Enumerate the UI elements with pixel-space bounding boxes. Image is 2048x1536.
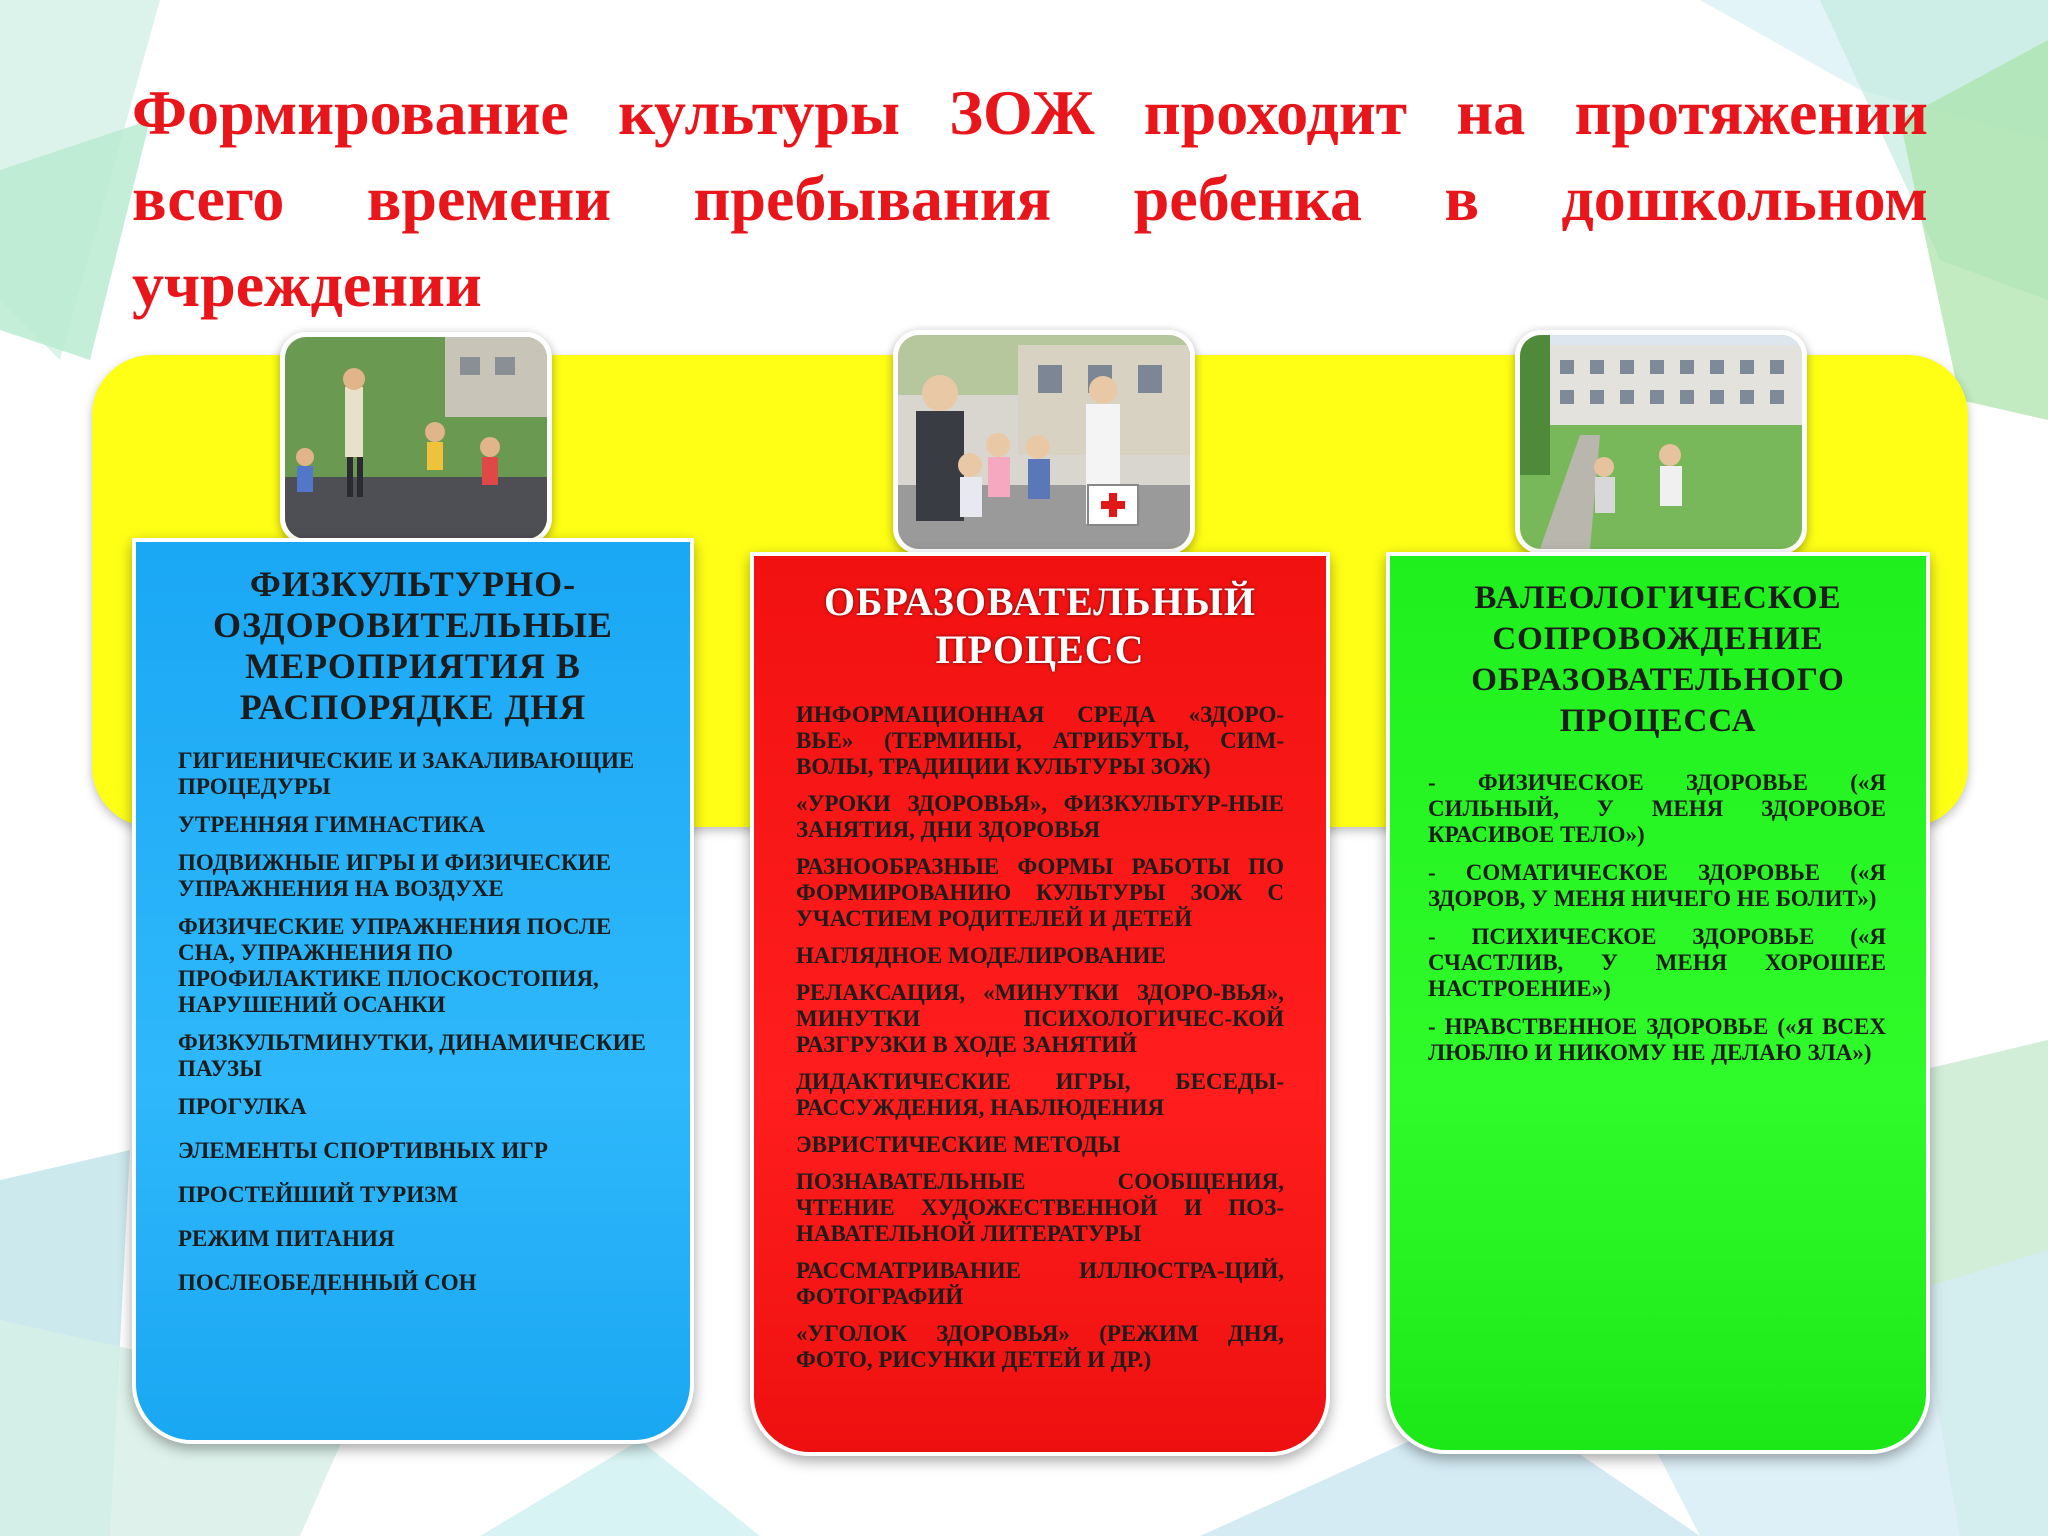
educational-process-card: [750, 552, 1330, 1456]
kindergarten-yard-photo: [1515, 330, 1807, 554]
list-item: УТРЕННЯЯ ГИМНАСТИКА: [178, 812, 486, 837]
list-item: ПРОГУЛКА: [178, 1094, 307, 1119]
valeological-support-heading: ВАЛЕОЛОГИЧЕСКОЕ СОПРОВОЖДЕНИЕ ОБРАЗОВАТЕЛЬНОГО ПРОЦЕССА: [1471, 580, 1845, 739]
physical-activities-heading: ФИЗКУЛЬТУРНО-ОЗДОРОВИТЕЛЬНЫЕ МЕРОПРИЯТИЯ В РАСПОРЯДКЕ ДНЯ: [213, 564, 613, 727]
list-item: - ПСИХИЧЕСКОЕ ЗДОРОВЬЕ («Я СЧАСТЛИВ, У МЕНЯ ХОРОШЕЕ НАСТРОЕНИЕ»): [1428, 924, 1886, 1001]
list-item: ПОДВИЖНЫЕ ИГРЫ И ФИЗИЧЕСКИЕ УПРАЖНЕНИЯ НА ВОЗДУХЕ: [178, 850, 611, 901]
list-item: «УРОКИ ЗДОРОВЬЯ», ФИЗКУЛЬТУР-НЫЕ ЗАНЯТИЯ, ДНИ ЗДОРОВЬЯ: [796, 791, 1284, 842]
educational-process-list: [796, 702, 1284, 1373]
list-item: НАГЛЯДНОЕ МОДЕЛИРОВАНИЕ: [796, 943, 1166, 968]
list-item: РЕЖИМ ПИТАНИЯ: [178, 1226, 395, 1251]
list-item: ЭЛЕМЕНТЫ СПОРТИВНЫХ ИГР: [178, 1138, 548, 1163]
list-item: ПРОСТЕЙШИЙ ТУРИЗМ: [178, 1182, 458, 1207]
list-item: РАЗНООБРАЗНЫЕ ФОРМЫ РАБОТЫ ПО ФОРМИРОВАНИЮ КУЛЬТУРЫ ЗОЖ С УЧАСТИЕМ РОДИТЕЛЕЙ И ДЕТЕЙ: [796, 854, 1284, 931]
physical-activities-card: [132, 538, 694, 1444]
list-item: ЭВРИСТИЧЕСКИЕ МЕТОДЫ: [796, 1132, 1121, 1157]
list-item: «УГОЛОК ЗДОРОВЬЯ» (РЕЖИМ ДНЯ, ФОТО, РИСУНКИ ДЕТЕЙ И ДР.): [796, 1321, 1284, 1372]
educational-process-heading: ОБРАЗОВАТЕЛЬНЫЙ ПРОЦЕСС: [823, 579, 1257, 672]
list-item: ПОСЛЕОБЕДЕННЫЙ СОН: [178, 1270, 477, 1295]
list-item: РЕЛАКСАЦИЯ, «МИНУТКИ ЗДОРО-ВЬЯ», МИНУТКИ ПСИХОЛОГИЧЕС-КОЙ РАЗГРУЗКИ В ХОДЕ ЗАНЯТИЙ: [796, 980, 1284, 1057]
children-exercising-photo: [280, 332, 552, 544]
list-item: ПОЗНАВАТЕЛЬНЫЕ СООБЩЕНИЯ, ЧТЕНИЕ ХУДОЖЕСТВЕННОЙ И ПОЗ-НАВАТЕЛЬНОЙ ЛИТЕРАТУРЫ: [796, 1169, 1284, 1246]
list-item: - ФИЗИЧЕСКОЕ ЗДОРОВЬЕ («Я СИЛЬНЫЙ, У МЕНЯ ЗДОРОВОЕ КРАСИВОЕ ТЕЛО»): [1428, 770, 1886, 847]
slide-title: Формирование культуры ЗОЖ проходит на протяжении всего времени пребывания ребенка в дошкольном учреждении: [132, 77, 1928, 320]
list-item: ДИДАКТИЧЕСКИЕ ИГРЫ, БЕСЕДЫ-РАССУЖДЕНИЯ, НАБЛЮДЕНИЯ: [796, 1069, 1284, 1120]
valeological-support-list: [1428, 770, 1886, 1066]
list-item: РАССМАТРИВАНИЕ ИЛЛЮСТРА-ЦИЙ, ФОТОГРАФИЙ: [796, 1258, 1284, 1309]
valeological-support-card: [1386, 552, 1930, 1454]
physical-activities-list: [178, 748, 660, 1296]
list-item: - НРАВСТВЕННОЕ ЗДОРОВЬЕ («Я ВСЕХ ЛЮБЛЮ И НИКОМУ НЕ ДЕЛАЮ ЗЛА»): [1428, 1014, 1886, 1065]
doctor-with-children-photo: [893, 330, 1195, 554]
list-item: ФИЗИЧЕСКИЕ УПРАЖНЕНИЯ ПОСЛЕ СНА, УПРАЖНЕНИЯ ПО ПРОФИЛАКТИКЕ ПЛОСКОСТОПИЯ, НАРУШЕНИЙ ОСАНКИ: [178, 914, 612, 1017]
list-item: - СОМАТИЧЕСКОЕ ЗДОРОВЬЕ («Я ЗДОРОВ, У МЕНЯ НИЧЕГО НЕ БОЛИТ»): [1428, 860, 1886, 911]
list-item: ФИЗКУЛЬТМИНУТКИ, ДИНАМИЧЕСКИЕ ПАУЗЫ: [178, 1030, 646, 1081]
list-item: ИНФОРМАЦИОННАЯ СРЕДА «ЗДОРО-ВЬЕ» (ТЕРМИНЫ, АТРИБУТЫ, СИМ-ВОЛЫ, ТРАДИЦИИ КУЛЬТУРЫ ЗОЖ): [796, 702, 1284, 779]
list-item: ГИГИЕНИЧЕСКИЕ И ЗАКАЛИВАЮЩИЕ ПРОЦЕДУРЫ: [178, 748, 635, 799]
